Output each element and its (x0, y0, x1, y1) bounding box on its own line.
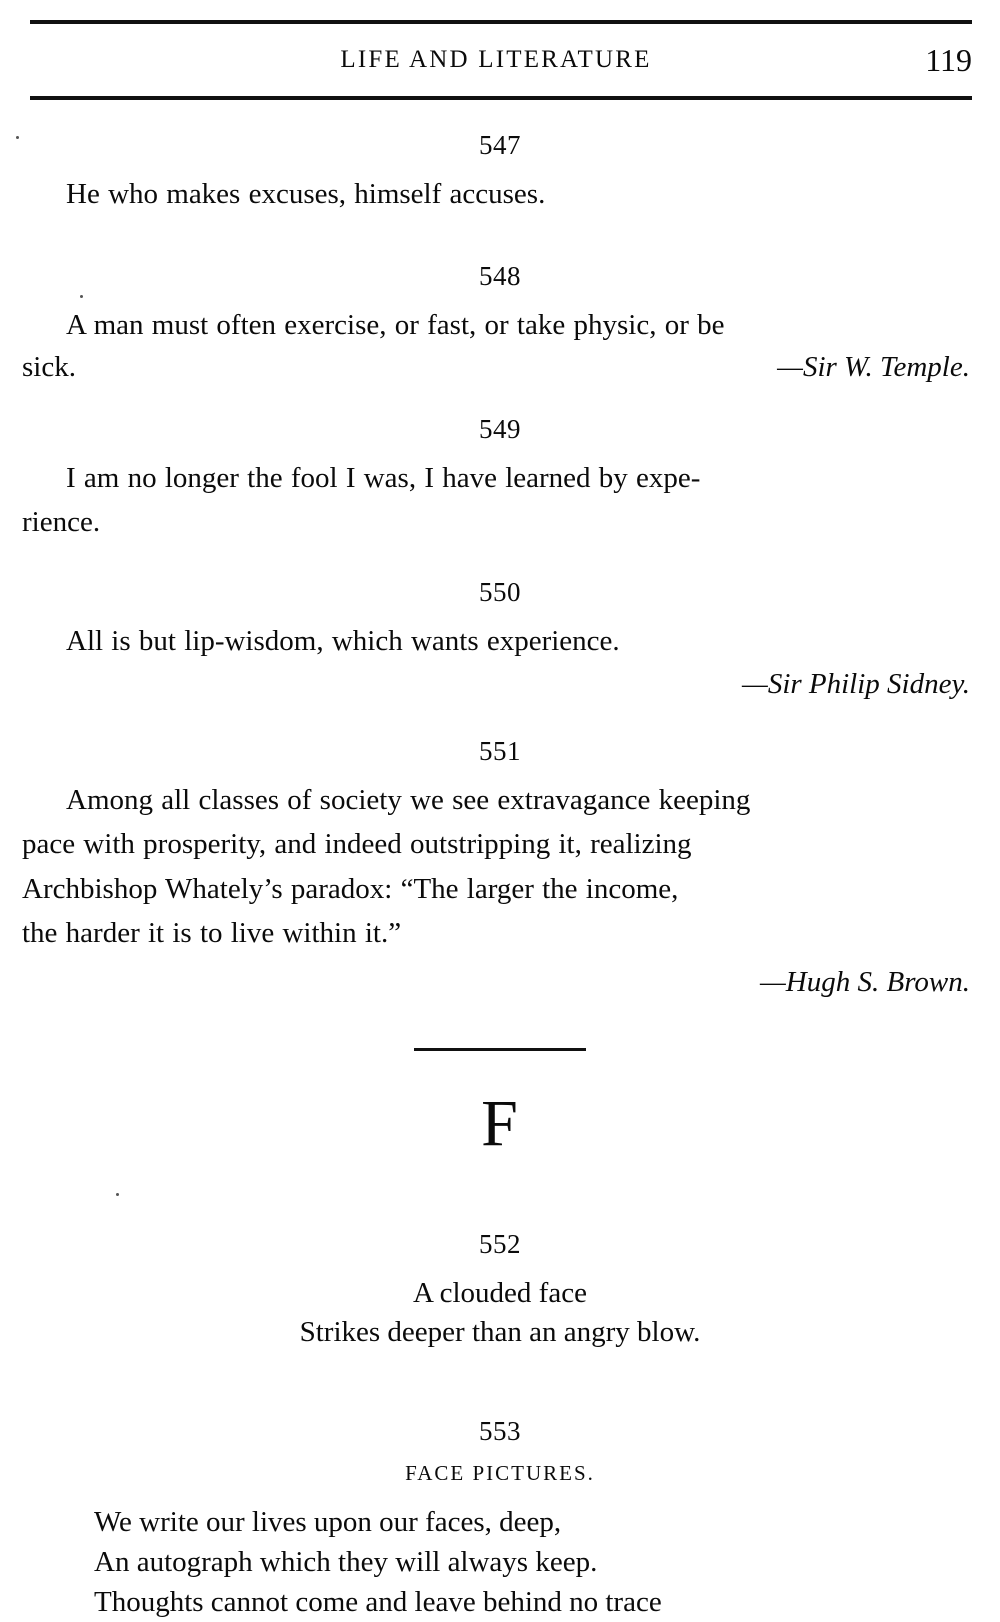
header-rule-bottom (30, 96, 972, 100)
verse-line: Strikes deeper than an angry blow. (299, 1315, 701, 1348)
entry-number: 550 (479, 577, 521, 608)
entry-attribution: —Sir Philip Sidney. (742, 668, 970, 701)
entry-553 (22, 1416, 978, 1622)
running-head (30, 36, 972, 84)
page-number: 119 (925, 41, 972, 78)
spacer (22, 1352, 978, 1382)
spacer (22, 219, 978, 249)
entry-text-line: rience. (22, 505, 101, 538)
entry-548 (22, 261, 978, 383)
entry-attribution: —Hugh S. Brown. (760, 966, 970, 999)
entry-number: 548 (479, 261, 521, 292)
entry-550 (22, 577, 978, 704)
entry-552 (22, 1229, 978, 1352)
entry-text-line: Archbishop Whately’s paradox: “The larger the income, (22, 872, 679, 905)
verse-block (22, 1274, 978, 1352)
entry-text-line: A man must often exercise, or fast, or take physic, or be (66, 309, 725, 342)
entry-text-lastline-with-attribution (22, 351, 978, 384)
entry-551 (22, 736, 978, 1002)
entry-number: 547 (479, 130, 521, 160)
entry-text-line: pace with prosperity, and indeed outstripping it, realizing (22, 828, 692, 861)
entry-text: He who makes excuses, himself accuses. (66, 178, 546, 210)
poem-line: We write our lives upon our faces, deep, (94, 1506, 562, 1539)
entry-text-line: sick. (22, 350, 76, 383)
entry-number: 552 (479, 1228, 521, 1259)
poem-line: An autograph which they will always keep. (94, 1546, 598, 1579)
header-rule-top (30, 20, 972, 24)
entry-text-line: All is but lip-wisdom, which wants experience. (66, 625, 620, 658)
poem-title: FACE PICTURES. (405, 1461, 595, 1486)
spacer (22, 384, 978, 402)
entry-text-line: I am no longer the fool I was, I have learned by expe- (66, 461, 701, 494)
verse-line: A clouded face (413, 1276, 587, 1309)
entry-number: 553 (479, 1416, 521, 1447)
entry-549 (22, 414, 978, 542)
section-letter: F (481, 1086, 519, 1160)
entry-547 (22, 130, 978, 213)
running-head-title: LIFE AND LITERATURE (340, 46, 652, 73)
poem-line: Thoughts cannot come and leave behind no trace (94, 1586, 662, 1619)
spacer (22, 1157, 978, 1201)
poem-block (94, 1502, 978, 1622)
spacer (22, 547, 978, 565)
spacer (22, 706, 978, 724)
entry-text-line: the harder it is to live within it.” (22, 916, 402, 949)
section-divider (414, 1048, 586, 1051)
paper-speck (16, 136, 19, 139)
entry-attribution: —Sir W. Temple. (777, 350, 970, 383)
page-body (22, 118, 978, 1622)
entry-number: 549 (479, 413, 521, 444)
entry-number: 551 (479, 736, 521, 767)
entry-text-line: Among all classes of society we see extravagance keeping (66, 784, 751, 817)
